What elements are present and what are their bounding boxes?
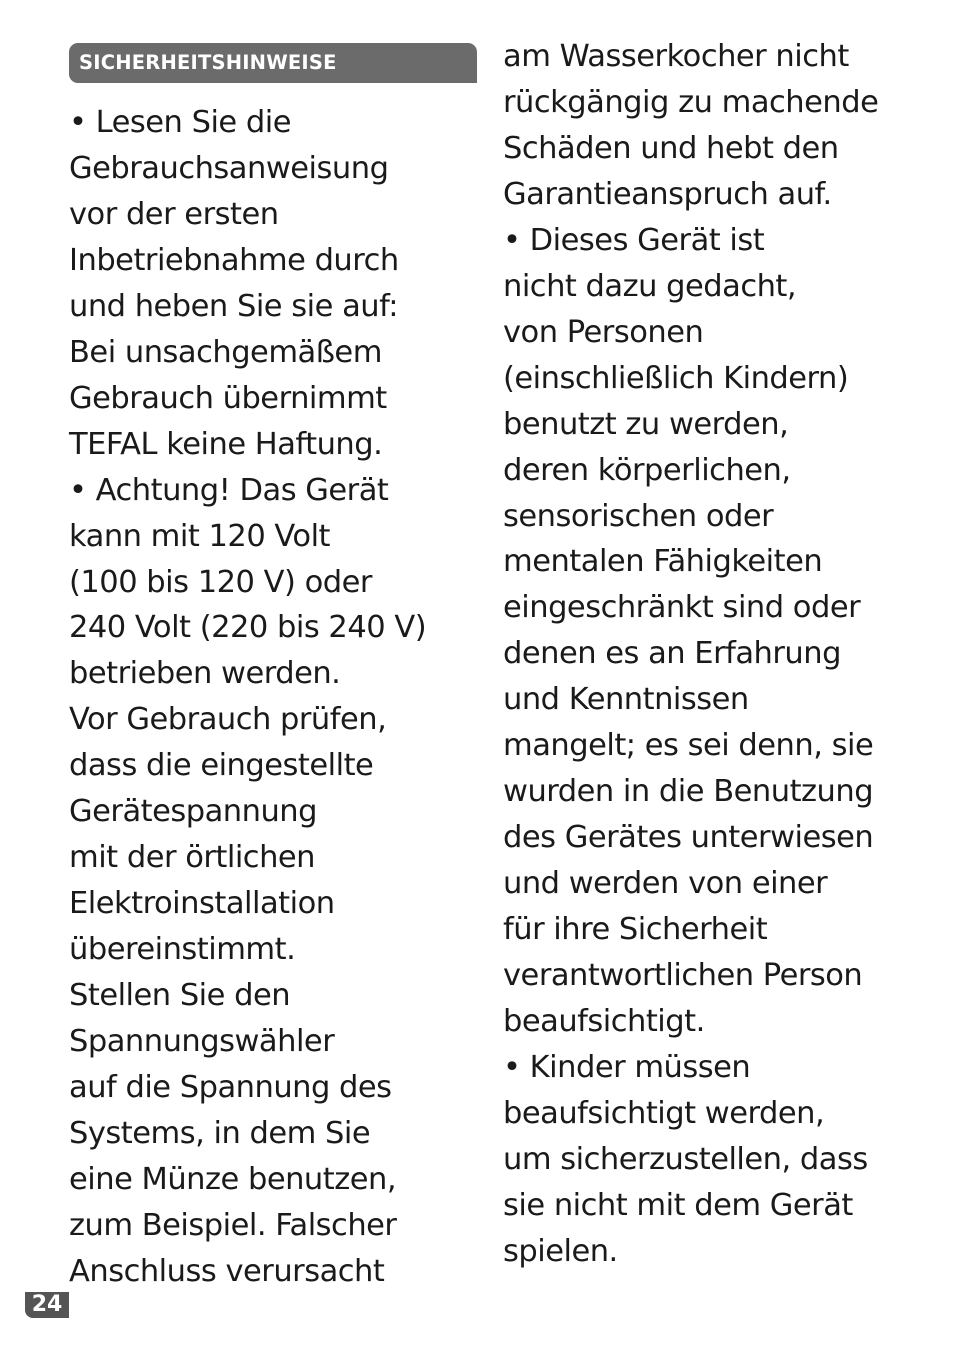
text-line: mangelt; es sei denn, sie <box>503 728 874 764</box>
text-line: nicht dazu gedacht, <box>503 268 797 304</box>
text-line: des Gerätes unterwiesen <box>503 820 874 856</box>
text-line: eingeschränkt sind oder <box>503 590 861 626</box>
text-line: verantwortlichen Person <box>503 958 863 993</box>
text-line: deren körperlichen, <box>503 452 791 488</box>
text-line: Gerätespannung <box>69 794 317 830</box>
text-line: beaufsichtigt. <box>503 1003 705 1039</box>
text-line: betrieben werden. <box>69 656 341 692</box>
text-line: • Achtung! Das Gerät <box>69 472 389 508</box>
text-line: Schäden und hebt den <box>503 130 839 166</box>
page-number: 24 <box>31 1292 63 1317</box>
text-line: sie nicht mit dem Gerät <box>503 1187 853 1223</box>
text-line: beaufsichtigt werden, <box>503 1095 825 1131</box>
text-line: zum Beispiel. Falscher <box>69 1207 397 1243</box>
text-line: und werden von einer <box>503 866 828 902</box>
text-line: Gebrauchsanweisung <box>69 150 389 186</box>
text-line: TEFAL keine Haftung. <box>69 426 383 462</box>
text-line: mentalen Fähigkeiten <box>503 544 823 580</box>
text-line: übereinstimmt. <box>69 932 296 968</box>
text-line: Bei unsachgemäßem <box>69 334 382 370</box>
text-line: und Kenntnissen <box>503 682 749 718</box>
text-line: und heben Sie sie auf: <box>69 288 399 324</box>
text-line: eine Münze benutzen, <box>69 1161 397 1197</box>
text-line: mit der örtlichen <box>69 840 315 876</box>
text-line: rückgängig zu machende <box>503 84 879 120</box>
text-line: Spannungswähler <box>69 1024 335 1059</box>
text-line: Elektroinstallation <box>69 886 335 922</box>
text-line: denen es an Erfahrung <box>503 636 841 672</box>
text-line: auf die Spannung des <box>69 1069 392 1105</box>
text-line: kann mit 120 Volt <box>69 518 331 554</box>
text-line: von Personen <box>503 314 704 350</box>
text-line: benutzt zu werden, <box>503 406 789 442</box>
text-line: • Kinder müssen <box>503 1049 751 1085</box>
text-line: Garantieanspruch auf. <box>503 176 832 212</box>
text-line: • Lesen Sie die <box>69 105 291 140</box>
text-line: vor der ersten <box>69 196 279 232</box>
text-line: für ihre Sicherheit <box>503 912 768 948</box>
text-line: Systems, in dem Sie <box>69 1115 371 1151</box>
section-title: SICHERHEITSHINWEISE <box>79 51 337 75</box>
text-line: Vor Gebrauch prüfen, <box>69 702 387 738</box>
text-line: • Dieses Gerät ist <box>503 222 765 258</box>
text-line: wurden in die Benutzung <box>503 774 874 810</box>
text-line: am Wasserkocher nicht <box>503 39 849 74</box>
text-line: Inbetriebnahme durch <box>69 242 399 278</box>
text-line: Gebrauch übernimmt <box>69 380 387 416</box>
text-line: um sicherzustellen, dass <box>503 1141 868 1177</box>
text-line: sensorischen oder <box>503 498 774 534</box>
text-line: dass die eingestellte <box>69 748 374 784</box>
text-line: Stellen Sie den <box>69 978 291 1014</box>
text-line: (100 bis 120 V) oder <box>69 564 372 600</box>
section-header <box>69 43 477 83</box>
page-number-badge <box>25 1292 69 1318</box>
text-line: (einschließlich Kindern) <box>503 360 849 396</box>
text-line: 240 Volt (220 bis 240 V) <box>69 610 427 646</box>
text-line: spielen. <box>503 1233 618 1269</box>
text-line: Anschluss verursacht <box>69 1253 385 1289</box>
